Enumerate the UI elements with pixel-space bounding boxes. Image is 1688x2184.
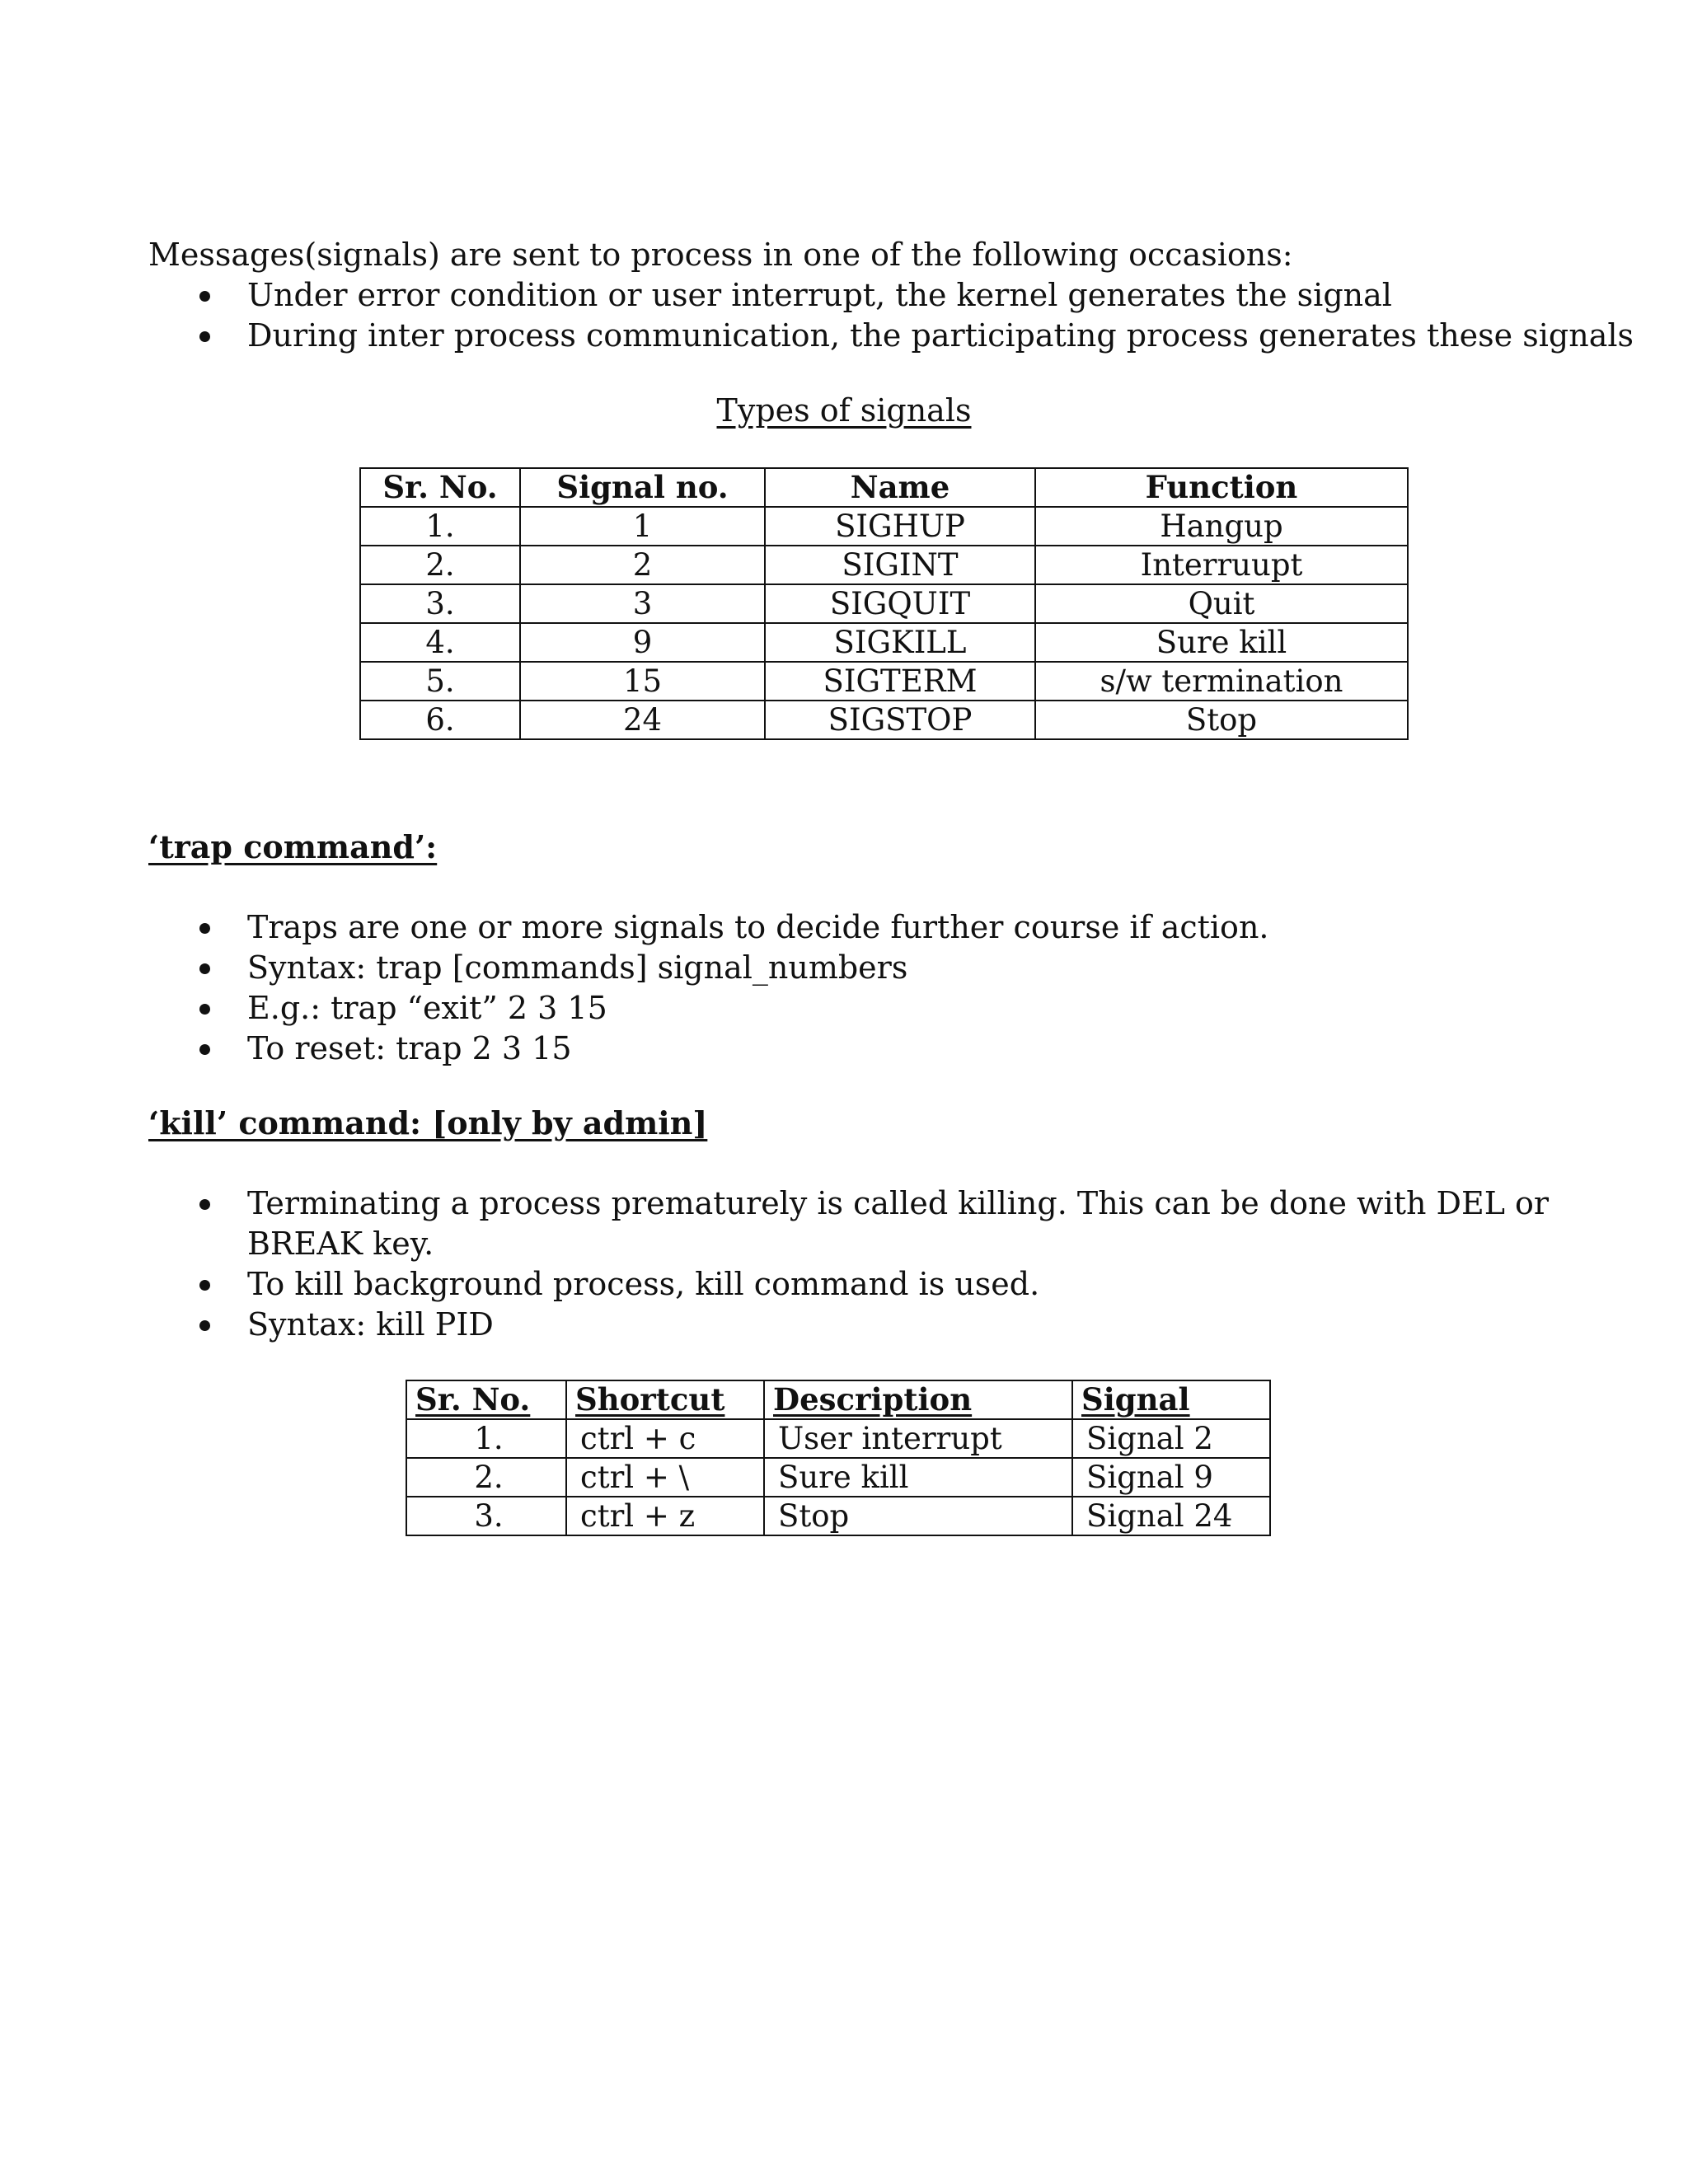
list-item: During inter process communication, the participating process generates these signals <box>148 316 1648 356</box>
bullet-icon <box>199 1044 210 1055</box>
column-header-name: Name <box>765 468 1035 507</box>
table-row: 2. ctrl + \ Sure kill Signal 9 <box>406 1458 1270 1497</box>
table-row: 4. 9 SIGKILL Sure kill <box>360 623 1408 662</box>
table-row: 5. 15 SIGTERM s/w termination <box>360 662 1408 701</box>
column-header-signal-no: Signal no. <box>520 468 765 507</box>
bullet-icon <box>199 923 210 934</box>
column-header-description: Description <box>764 1380 1072 1419</box>
table-row: 1. ctrl + c User interrupt Signal 2 <box>406 1419 1270 1458</box>
shortcut-table <box>406 1380 1271 1536</box>
kill-section-heading: ‘kill’ command: [only by admin] <box>148 1104 708 1141</box>
column-header-sr-no: Sr. No. <box>406 1380 566 1419</box>
table-row: 1. 1 SIGHUP Hangup <box>360 507 1408 546</box>
trap-section-heading: ‘trap command’: <box>148 828 438 865</box>
list-item: E.g.: trap “exit” 2 3 15 <box>148 988 1648 1029</box>
intro-text: Messages(signals) are sent to process in one of the following occasions: <box>148 237 1293 273</box>
bullet-icon <box>199 291 210 302</box>
table-row: 3. 3 SIGQUIT Quit <box>360 584 1408 623</box>
bullet-icon <box>199 1004 210 1015</box>
list-item: Syntax: kill PID <box>148 1305 1648 1345</box>
table-header-row <box>360 468 1408 507</box>
kill-bullet-list <box>148 1183 1648 1345</box>
bullet-icon <box>199 1280 210 1291</box>
bullet-icon <box>199 1320 210 1331</box>
bullet-icon <box>199 1199 210 1210</box>
column-header-signal: Signal <box>1072 1380 1270 1419</box>
table-row: 3. ctrl + z Stop Signal 24 <box>406 1497 1270 1535</box>
column-header-sr-no: Sr. No. <box>360 468 520 507</box>
list-item: To reset: trap 2 3 15 <box>148 1029 1648 1069</box>
column-header-function: Function <box>1035 468 1408 507</box>
table-row: 6. 24 SIGSTOP Stop <box>360 701 1408 739</box>
list-item: Terminating a process prematurely is called killing. This can be done with DEL or BREAK key. <box>148 1183 1648 1264</box>
trap-bullet-list <box>148 907 1648 1069</box>
bullet-icon <box>199 963 210 974</box>
list-item: Traps are one or more signals to decide further course if action. <box>148 907 1648 948</box>
list-item: Syntax: trap [commands] signal_numbers <box>148 948 1648 988</box>
signals-table <box>359 467 1409 740</box>
intro-bullet-list <box>148 275 1648 356</box>
column-header-shortcut: Shortcut <box>566 1380 764 1419</box>
bullet-icon <box>199 331 210 342</box>
table-header-row <box>406 1380 1270 1419</box>
signals-table-title: Types of signals <box>716 392 972 429</box>
list-item: To kill background process, kill command is used. <box>148 1264 1648 1305</box>
list-item: Under error condition or user interrupt, the kernel generates the signal <box>148 275 1648 316</box>
table-row: 2. 2 SIGINT Interruupt <box>360 546 1408 584</box>
